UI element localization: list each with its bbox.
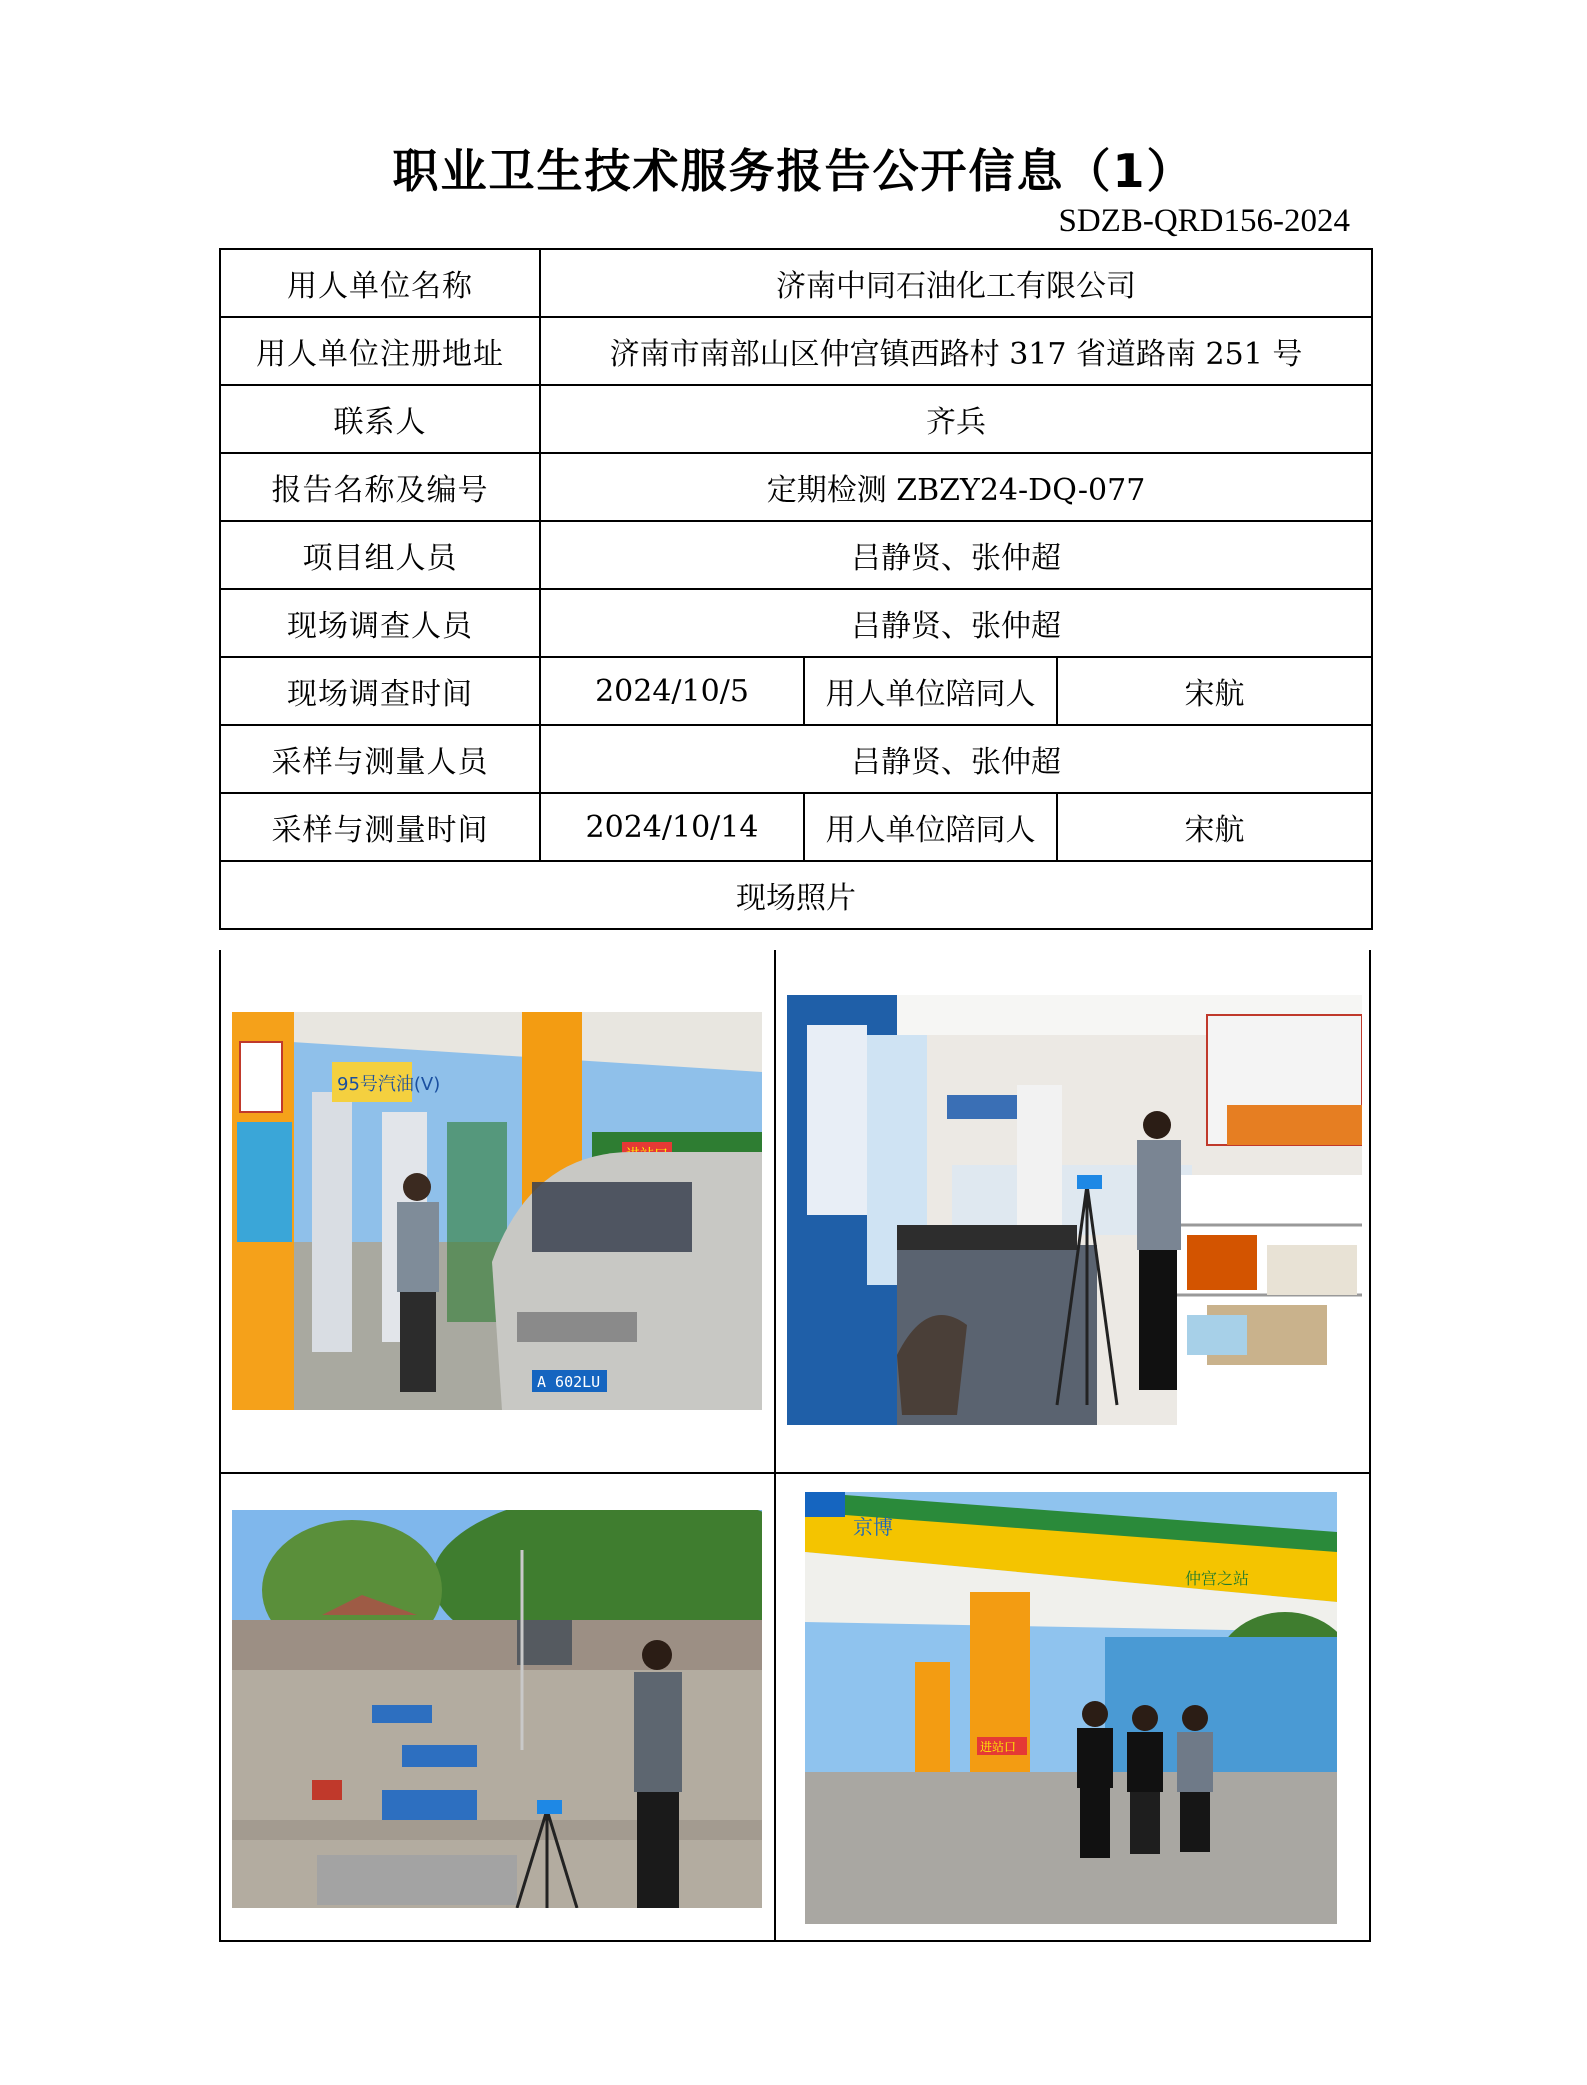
license-plate-text: A 602LU	[537, 1373, 601, 1391]
survey-escort-label: 用人单位陪同人	[804, 657, 1057, 725]
info-table	[219, 248, 1373, 930]
row-report	[220, 453, 1372, 521]
row-address	[220, 317, 1372, 385]
brand-text: 京博	[853, 1515, 893, 1539]
row-contact	[220, 385, 1372, 453]
site-photo-station-front	[805, 1492, 1337, 1924]
row-survey-time	[220, 657, 1372, 725]
photos-label: 现场照片	[220, 861, 1372, 929]
row-photos-label	[220, 861, 1372, 929]
entrance-banner-text: 进站口	[980, 1740, 1017, 1754]
survey-staff-value: 吕静贤、张仲超	[540, 589, 1372, 657]
survey-time-label: 现场调查时间	[220, 657, 540, 725]
row-survey-staff	[220, 589, 1372, 657]
report-value: 定期检测 ZBZY24-DQ-077	[540, 453, 1372, 521]
survey-time-value: 2024/10/5	[540, 657, 804, 725]
site-photo-shop-interior	[787, 995, 1362, 1425]
contact-value: 齐兵	[540, 385, 1372, 453]
team-value: 吕静贤、张仲超	[540, 521, 1372, 589]
unit-name-value: 济南中同石油化工有限公司	[540, 249, 1372, 317]
team-label: 项目组人员	[220, 521, 540, 589]
photo-grid	[219, 950, 1371, 1942]
sampling-time-label: 采样与测量时间	[220, 793, 540, 861]
page-title: 职业卫生技术服务报告公开信息（1）	[392, 144, 1195, 198]
address-value: 济南市南部山区仲宫镇西路村 317 省道路南 251 号	[540, 317, 1372, 385]
sampling-staff-label: 采样与测量人员	[220, 725, 540, 793]
site-photo-fuel-pump	[232, 1012, 762, 1410]
address-label: 用人单位注册地址	[220, 317, 540, 385]
row-sampling-time	[220, 793, 1372, 861]
grid-divider-vertical	[774, 950, 776, 1940]
grid-divider-horizontal	[221, 1472, 1369, 1474]
sampling-escort-value: 宋航	[1057, 793, 1372, 861]
sampling-staff-value: 吕静贤、张仲超	[540, 725, 1372, 793]
station-name-text: 仲宫之站	[1185, 1569, 1250, 1588]
pump-sign-text: 95号汽油(V)	[337, 1074, 441, 1095]
site-photo-tank-area	[232, 1510, 762, 1908]
sampling-escort-label: 用人单位陪同人	[804, 793, 1057, 861]
survey-staff-label: 现场调查人员	[220, 589, 540, 657]
row-sampling-staff	[220, 725, 1372, 793]
unit-name-label: 用人单位名称	[220, 249, 540, 317]
contact-label: 联系人	[220, 385, 540, 453]
report-label: 报告名称及编号	[220, 453, 540, 521]
document-code: SDZB-QRD156-2024	[1058, 203, 1350, 239]
row-team	[220, 521, 1372, 589]
survey-escort-value: 宋航	[1057, 657, 1372, 725]
row-unit-name	[220, 249, 1372, 317]
sampling-time-value: 2024/10/14	[540, 793, 804, 861]
